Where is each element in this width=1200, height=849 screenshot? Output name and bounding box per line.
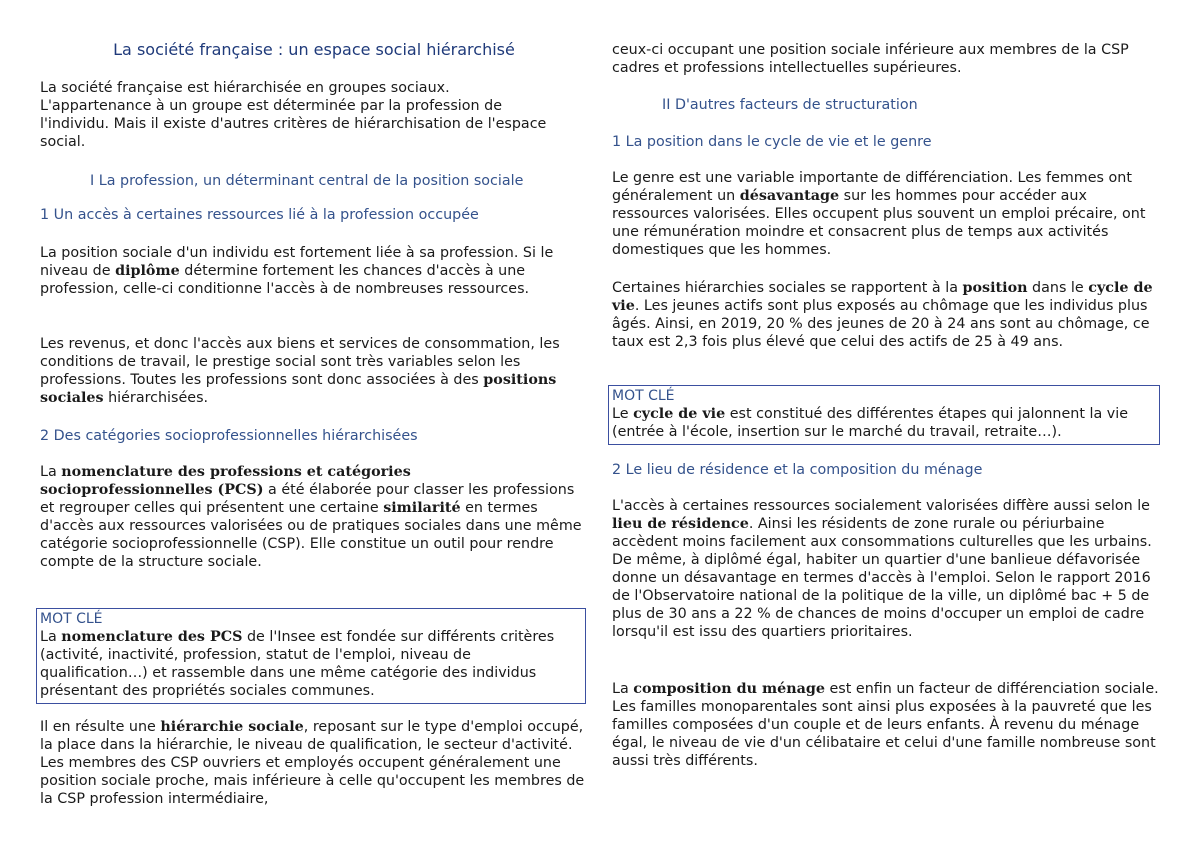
- paragraph-profession: La position sociale d'un individu est fortement liée à sa profession. Si le niveau de diplôme détermine fortement les chances d'accès à une profession, celle-ci conditionne l'accès à de nombreuses ressources.: [40, 245, 554, 297]
- paragraph-pcs: La nomenclature des professions et catégories socioprofessionnelles (PCS) a été élaborée pour classer les professions et regrouper celles qui présentent une certaine similarité en termes d'accès aux ressources valorisées ou de pratiques sociales dans une même catégorie socioprofessionnelle (CSP). Elle constitue un outil pour rendre compte de la structure sociale.: [40, 464, 582, 570]
- subheading-3: 1 La position dans le cycle de vie et le genre: [612, 134, 932, 150]
- keyword-lieu-de-residence: lieu de résidence: [612, 516, 749, 532]
- keyword-composition-menage: composition du ménage: [633, 681, 825, 697]
- paragraph-genre: Le genre est une variable importante de différenciation. Les femmes ont généralement un désavantage sur les hommes pour accéder aux ressources valorisées. Elles occupent plus souvent un emploi précaire, ont une rémunération moindre et consacrent plus de temps aux activités domestiques que les hommes.: [612, 170, 1146, 258]
- paragraph-revenus: Les revenus, et donc l'accès aux biens et services de consommation, les conditions de travail, le prestige social sont très variables selon les professions. Toutes les professions sont donc associées à des positions sociales hiérarchisées.: [40, 336, 560, 406]
- subheading-1: 1 Un accès à certaines ressources lié à la profession occupée: [40, 207, 479, 223]
- keyword-hierarchie-sociale: hiérarchie sociale: [160, 719, 304, 735]
- keyword-box-label: MOT CLÉ: [612, 388, 675, 404]
- keyword-cycle-de-vie: cycle de vie: [612, 280, 1153, 314]
- paragraph-residence: L'accès à certaines ressources socialement valorisées diffère aussi selon le lieu de résidence. Ainsi les résidents de zone rurale ou périurbaine accèdent moins facilement aux consommations culturelles que les urbains. De même, à diplômé égal, habiter un quartier d'une banlieue défavorisée donne un désavantage en termes d'accès à l'emploi. Selon le rapport 2016 de l'Observatoire national de la politique de la ville, un diplômé bac + 5 de plus de 30 ans a 22 % de chances de moins d'occuper un emploi de cadre lorsqu'il est issu des quartiers prioritaires.: [612, 498, 1152, 640]
- intro-paragraph: La société française est hiérarchisée en groupes sociaux. L'appartenance à un groupe est déterminée par la profession de l'individu. Mais il existe d'autres critères de hiérarchisation de l'espace social.: [40, 80, 547, 150]
- subheading-4: 2 Le lieu de résidence et la composition du ménage: [612, 462, 983, 478]
- paragraph-menage: La composition du ménage est enfin un facteur de différenciation sociale. Les familles monoparentales sont ainsi plus exposées à la pauvreté que les familles composées d'un couple et de leurs enfants. À revenu du ménage égal, le niveau de vie d'un célibataire et celui d'une famille nombreuse sont aussi très différents.: [612, 681, 1159, 769]
- section-heading-1: I La profession, un déterminant central de la position sociale: [90, 173, 524, 189]
- keyword-box-text: Le cycle de vie est constitué des différentes étapes qui jalonnent la vie (entrée à l'école, insertion sur le marché du travail, retraite…).: [612, 406, 1128, 440]
- keyword-position: position: [962, 280, 1028, 296]
- keyword-diplome: diplôme: [115, 263, 180, 279]
- paragraph-hierarchie: Il en résulte une hiérarchie sociale, reposant sur le type d'emploi occupé, la place dans la hiérarchie, le niveau de qualification, le secteur d'activité. Les membres des CSP ouvriers et employés occupent généralement une position sociale proche, mais inférieure à celle qu'occupent les membres de la CSP profession intermédiaire,: [40, 719, 585, 807]
- keyword-pcs: nomenclature des professions et catégories socioprofessionnelles (PCS): [40, 464, 411, 498]
- keyword-box-pcs: [36, 608, 586, 704]
- keyword-box-label: MOT CLÉ: [40, 611, 103, 627]
- keyword-box-text: La nomenclature des PCS de l'Insee est fondée sur différents critères (activité, inactivité, profession, statut de l'emploi, niveau de qualification…) et rassemble dans une même catégorie des individus présentant des propriétés sociales communes.: [40, 629, 555, 699]
- keyword-box-cycle: [608, 385, 1160, 445]
- paragraph-cycle-de-vie: Certaines hiérarchies sociales se rapportent à la position dans le cycle de vie. Les jeunes actifs sont plus exposés au chômage que les individus plus âgés. Ainsi, en 2019, 20 % des jeunes de 20 à 24 ans sont au chômage, ce taux est 2,3 fois plus élevé que celui des actifs de 25 à 49 ans.: [612, 280, 1153, 350]
- keyword-similarite: similarité: [383, 500, 461, 516]
- subheading-2: 2 Des catégories socioprofessionnelles hiérarchisées: [40, 428, 418, 444]
- keyword-desavantage: désavantage: [739, 188, 840, 204]
- section-heading-2: II D'autres facteurs de structuration: [662, 97, 918, 113]
- page-title: La société française : un espace social hiérarchisé: [113, 40, 515, 59]
- paragraph-continuation: ceux-ci occupant une position sociale inférieure aux membres de la CSP cadres et professions intellectuelles supérieures.: [612, 42, 1129, 76]
- keyword-positions-sociales: positions sociales: [40, 372, 557, 406]
